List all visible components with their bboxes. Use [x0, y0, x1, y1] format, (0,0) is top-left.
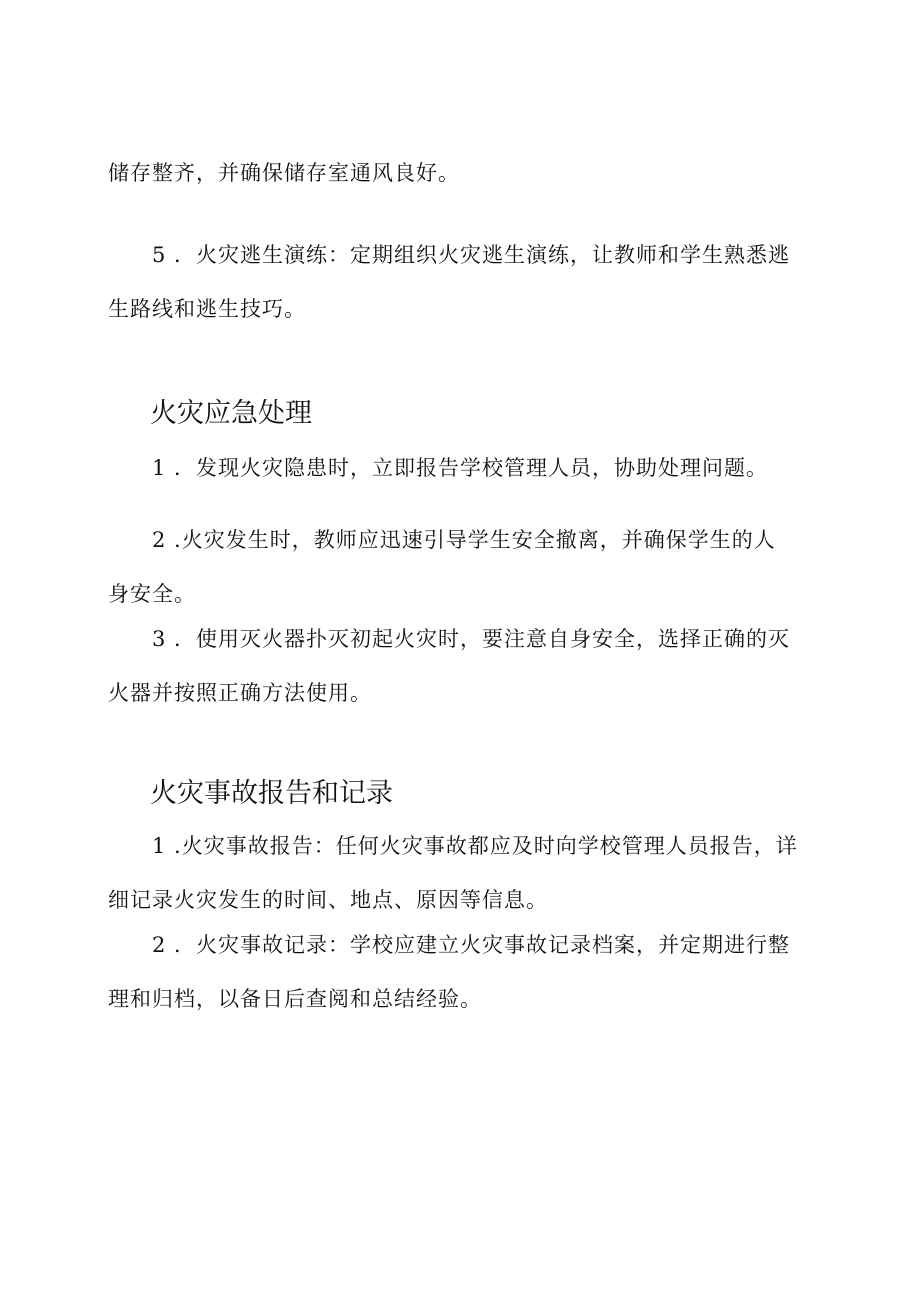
- section-heading-report: 火灾事故报告和记录: [150, 778, 393, 809]
- paragraph-line: 5 ．火灾逃生演练：定期组织火灾逃生演练，让教师和学生熟悉逃: [152, 243, 791, 267]
- section-heading-emergency: 火灾应急处理: [150, 398, 312, 429]
- paragraph-line: 1 ．发现火灾隐患时，立即报告学校管理人员，协助处理问题。: [152, 456, 769, 480]
- paragraph-report-1: [108, 819, 818, 927]
- paragraph-line: 2 ．火灾事故记录：学校应建立火灾事故记录档案，并定期进行整: [152, 933, 791, 957]
- paragraph-line: 3 ．使用灭火器扑灭初起火灾时，要注意自身安全，选择正确的灭: [152, 627, 791, 651]
- paragraph-report-2: [108, 918, 818, 1026]
- paragraph-line: 火器并按照正确方法使用。: [108, 681, 372, 705]
- paragraph-emergency-2: [108, 513, 818, 621]
- paragraph-storage: [108, 146, 818, 200]
- paragraph-line: 1 .火灾事故报告：任何火灾事故都应及时向学校管理人员报告，详: [152, 834, 798, 858]
- paragraph-line: 身安全。: [108, 582, 196, 606]
- paragraph-emergency-1: [108, 441, 818, 495]
- paragraph-line: 储存整齐，并确保储存室通风良好。: [108, 161, 460, 185]
- paragraph-line: 2 .火灾发生时，教师应迅速引导学生安全撤离，并确保学生的人: [152, 528, 776, 552]
- paragraph-fire-drill: [108, 228, 818, 336]
- paragraph-line: 生路线和逃生技巧。: [108, 297, 306, 321]
- paragraph-emergency-3: [108, 612, 818, 720]
- paragraph-line: 理和归档，以备日后查阅和总结经验。: [108, 987, 482, 1011]
- paragraph-line: 细记录火灾发生的时间、地点、原因等信息。: [108, 888, 548, 912]
